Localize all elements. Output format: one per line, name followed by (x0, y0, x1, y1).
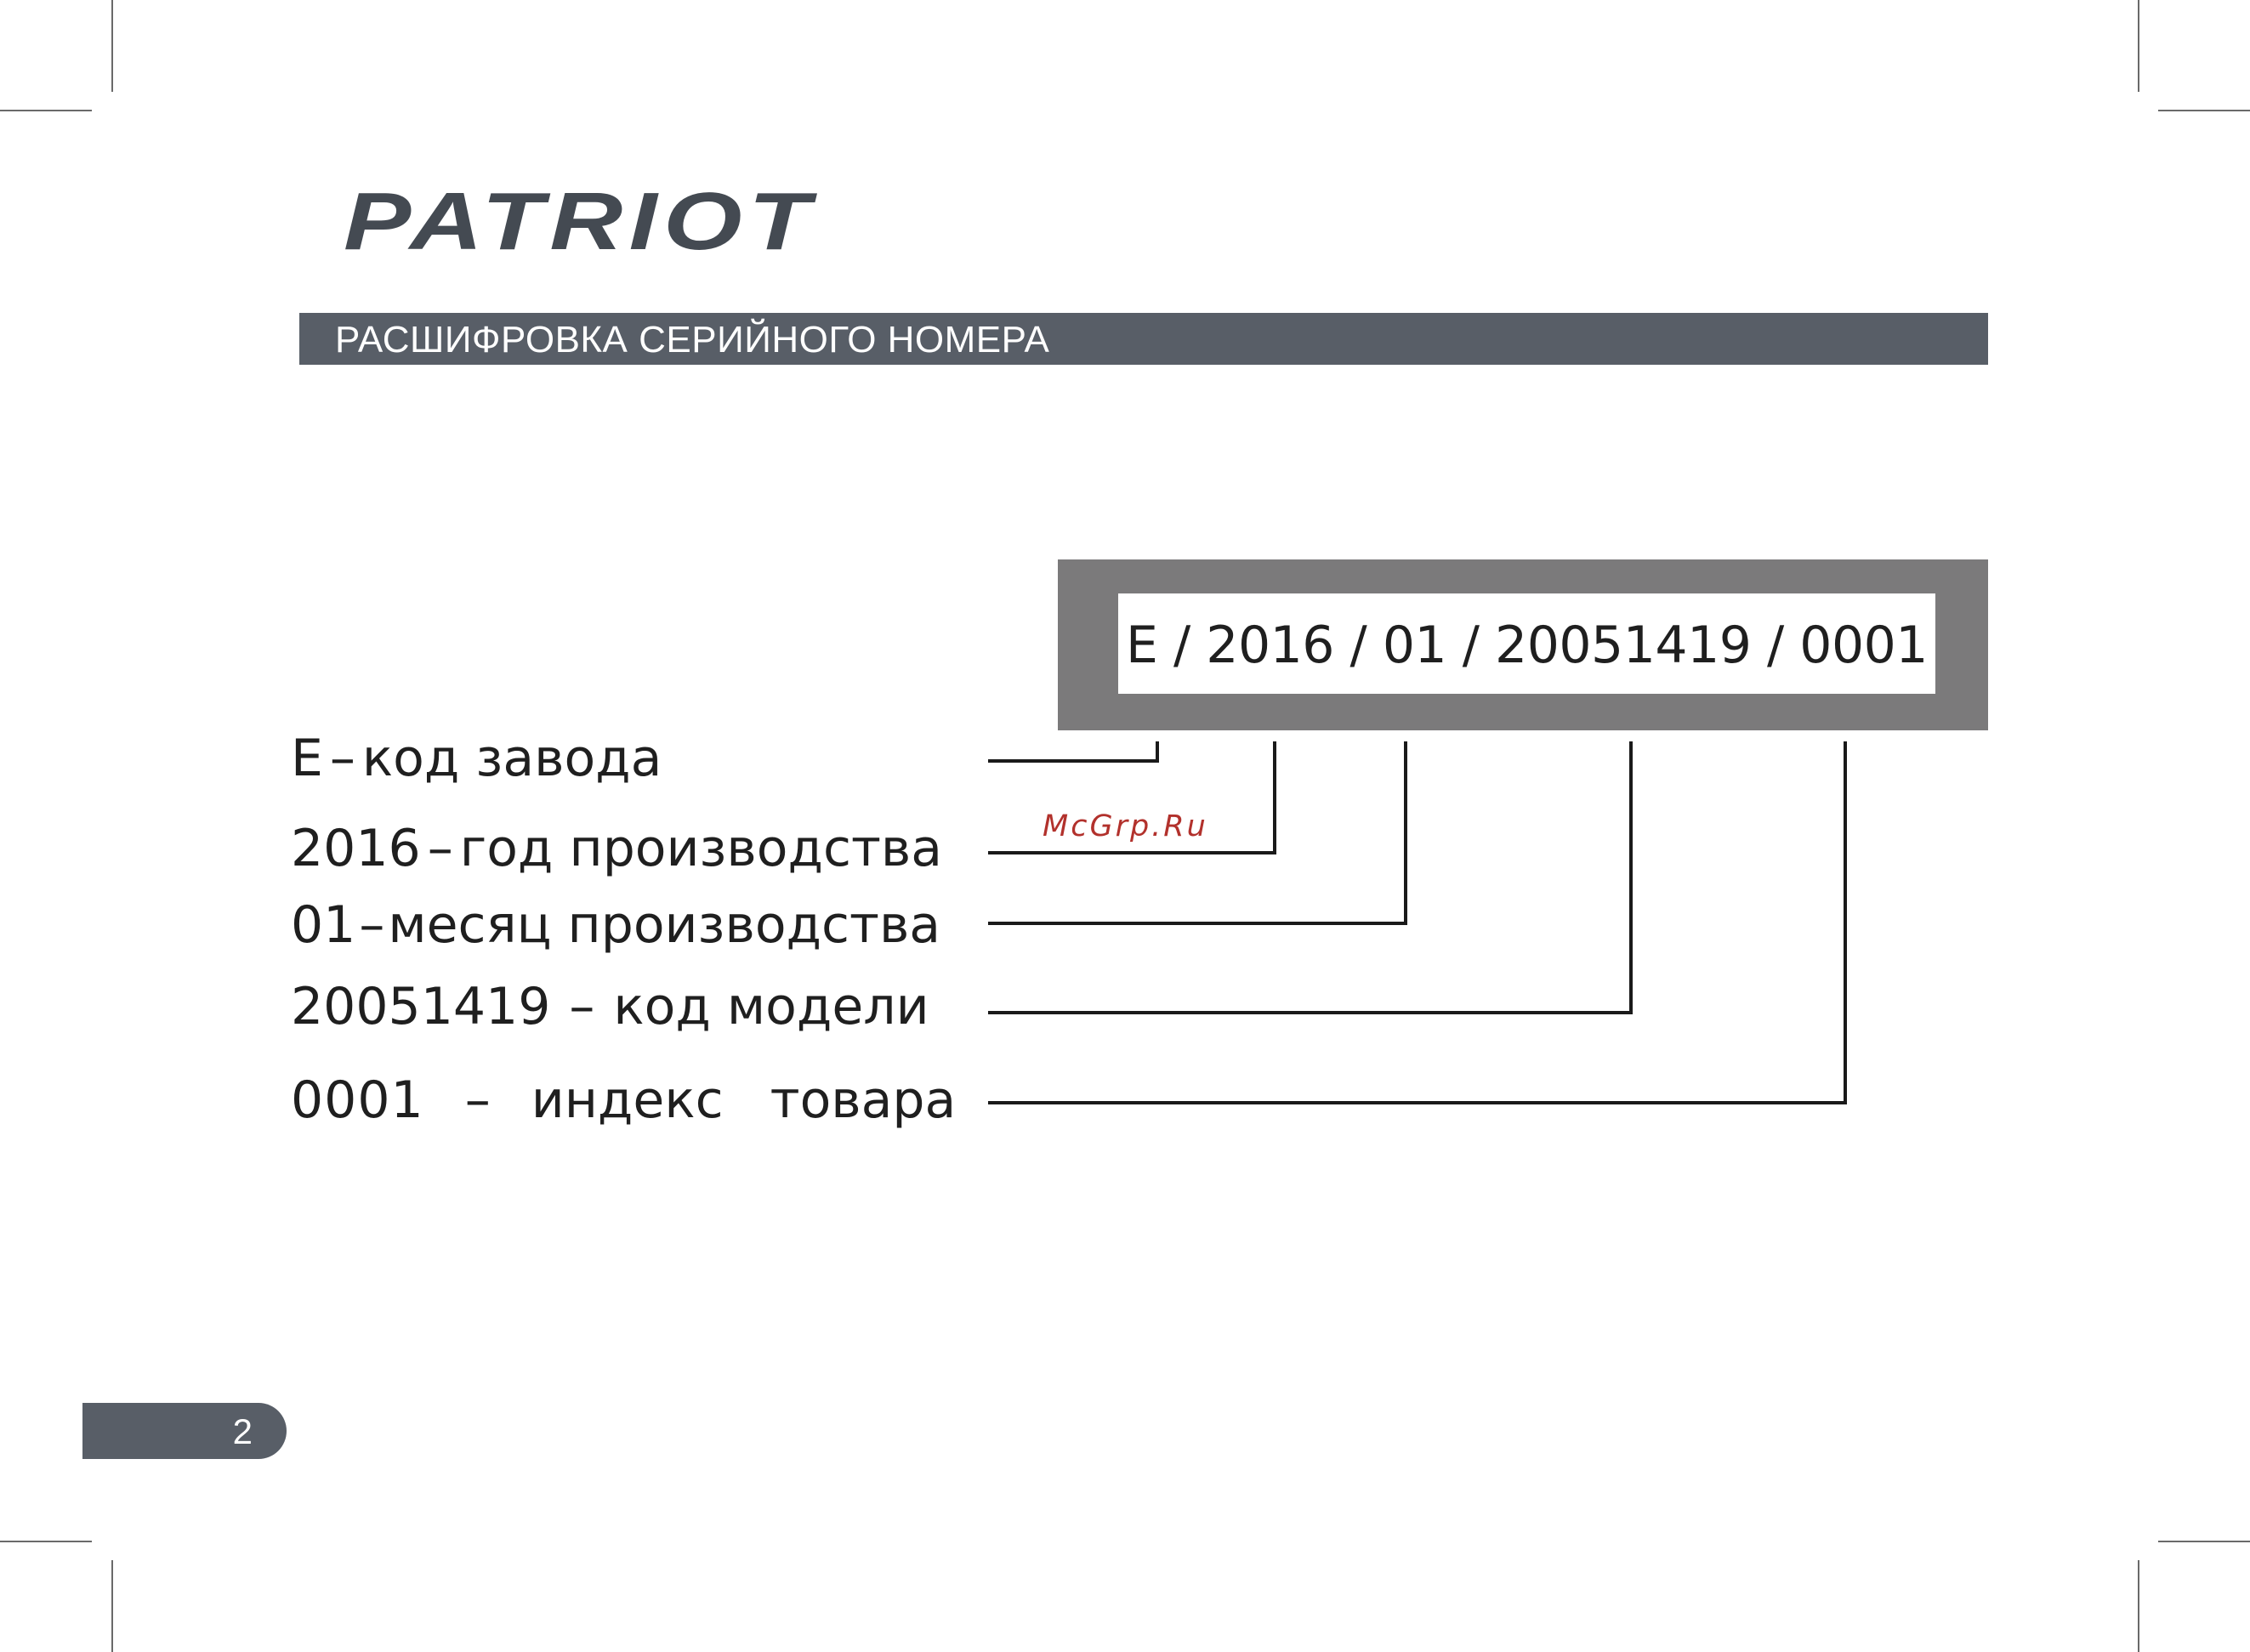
legend-code: 01 (291, 895, 356, 955)
page-number: 2 (232, 1411, 253, 1451)
logo-wordmark: PATRIOT (344, 183, 818, 259)
watermark: McGrp.Ru (1043, 809, 1208, 843)
serial-number-value: E / 2016 / 01 / 20051419 / 0001 (1126, 616, 1928, 675)
legend-code: 20051419 (291, 977, 551, 1036)
legend-description: год производства (459, 819, 943, 878)
leader-line-factory (988, 741, 1157, 761)
legend-separator: – (427, 819, 453, 878)
legend-description: код модели (613, 977, 929, 1036)
leader-line-model (988, 741, 1631, 1013)
legend-separator: – (359, 895, 385, 955)
legend-code: 2016 (291, 819, 421, 878)
legend-description: индекс товара (531, 1070, 957, 1130)
page-number-tab (82, 1403, 287, 1459)
section-title: РАСШИФРОВКА СЕРИЙНОГО НОМЕРА (335, 319, 1050, 360)
legend-separator: – (464, 1070, 491, 1130)
legend-description: код завода (361, 729, 662, 788)
legend-separator: – (329, 729, 355, 788)
legend-separator: – (569, 977, 595, 1036)
legend-description: месяц производства (388, 895, 941, 955)
legend-code: E (291, 729, 323, 788)
legend-code: 0001 (291, 1070, 424, 1130)
